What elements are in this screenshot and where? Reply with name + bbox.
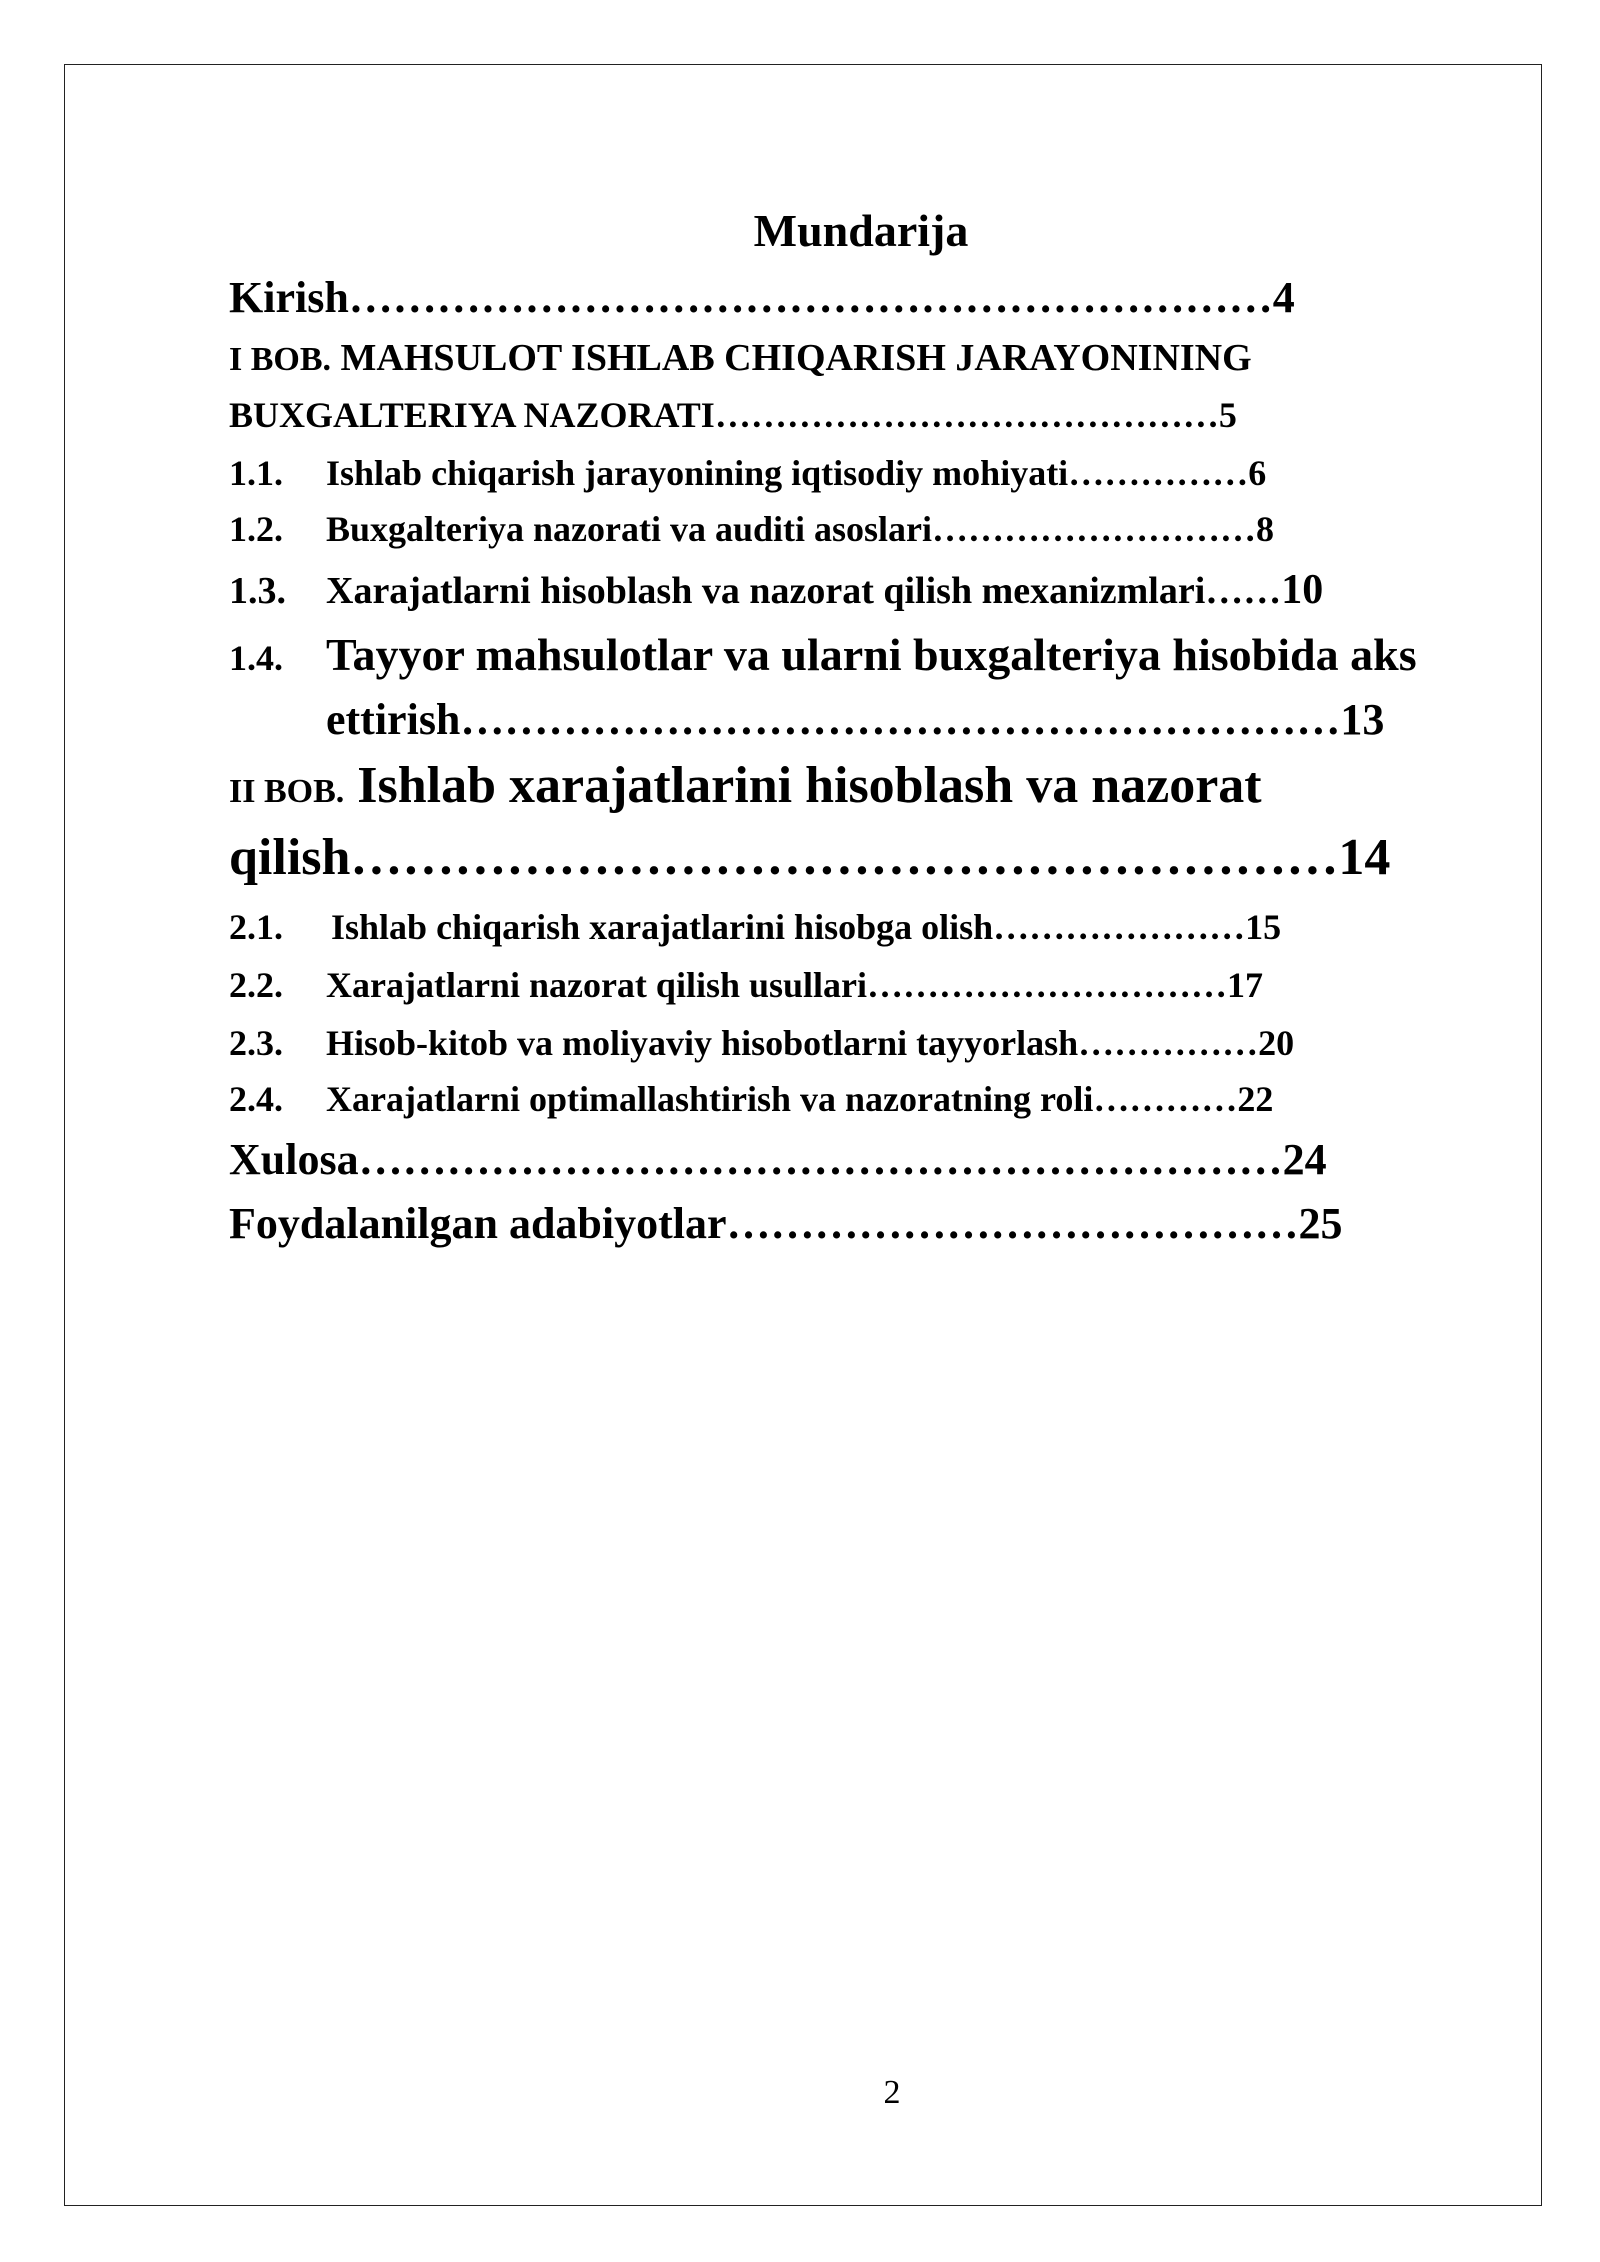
toc-leader-dots: …………… (1068, 453, 1249, 493)
toc-page-number: 4 (1272, 273, 1295, 322)
toc-page-number: 25 (1298, 1199, 1343, 1248)
toc-entry-1-4[interactable] (229, 628, 1417, 681)
chapter-title-line2: qilish (229, 829, 351, 886)
toc-entry-label: Kirish (229, 273, 349, 322)
toc-leader-dots: …………… (1078, 1023, 1259, 1063)
toc-leader-dots: ……………………………………………………… (358, 1135, 1283, 1184)
toc-entry-bob1-cont[interactable] (229, 394, 1237, 436)
toc-entry-adabiyotlar[interactable] (229, 1198, 1343, 1249)
section-number: 1.2. (229, 509, 283, 549)
toc-leader-dots: …………………………………………………… (460, 695, 1341, 744)
section-label: Ishlab chiqarish jarayonining iqtisodiy mohiyati (326, 453, 1069, 493)
chapter-title-line1: MAHSULOT ISHLAB CHIQARISH JARAYONINING (340, 337, 1252, 379)
toc-entry-2-3[interactable] (229, 1022, 1294, 1064)
toc-page-number: 8 (1256, 509, 1274, 549)
chapter-prefix: II BOB. (229, 773, 345, 810)
section-label: Ishlab chiqarish xarajatlarini hisobga olish (331, 907, 994, 947)
chapter-prefix: I BOB. (229, 341, 332, 378)
page-footer-number: 2 (883, 2074, 901, 2111)
toc-entry-bob2[interactable] (229, 756, 1262, 815)
toc-entry-kirish[interactable] (229, 272, 1295, 323)
toc-leader-dots: ………………………………………………… (350, 829, 1339, 886)
section-label: Hisob-kitob va moliyaviy hisobotlarni tayyorlash (326, 1023, 1079, 1063)
section-label: Xarajatlarni nazorat qilish usullari (326, 965, 868, 1005)
toc-entry-label: Foydalanilgan adabiyotlar (229, 1199, 727, 1248)
toc-entry-1-3[interactable] (229, 566, 1323, 614)
section-label: Xarajatlarni hisoblash va nazorat qilish mexanizmlari (326, 570, 1206, 612)
toc-page-number: 17 (1227, 965, 1264, 1005)
section-number: 2.2. (229, 965, 283, 1005)
toc-page-number: 14 (1338, 829, 1391, 886)
section-label: Buxgalteriya nazorati va auditi asoslari (326, 509, 932, 549)
toc-leader-dots: ……………………………………………………… (348, 273, 1273, 322)
toc-leader-dots: ………… (1093, 1079, 1238, 1119)
toc-page-number: 6 (1248, 453, 1267, 493)
chapter-title-line2: BUXGALTERIYA NAZORATI (229, 395, 715, 435)
section-label: Xarajatlarni optimallashtirish va nazoratning roli (326, 1079, 1094, 1119)
toc-leader-dots: …………………………………… (714, 395, 1219, 435)
toc-leader-dots: ………………………… (867, 965, 1228, 1005)
toc-entry-bob1[interactable] (229, 336, 1252, 380)
toc-entry-2-1[interactable] (229, 906, 1281, 948)
chapter-title-line1: Ishlab xarajatlarini hisoblash va nazorat (357, 757, 1262, 814)
toc-entry-1-4-cont[interactable] (326, 694, 1384, 745)
toc-title: Mundarija (753, 205, 969, 256)
section-number: 2.3. (229, 1023, 283, 1063)
toc-entry-1-2[interactable] (229, 508, 1274, 550)
toc-leader-dots: ………………… (993, 907, 1246, 947)
toc-entry-2-2[interactable] (229, 964, 1263, 1006)
section-number: 2.4. (229, 1079, 283, 1119)
toc-entry-label: Xulosa (229, 1135, 359, 1184)
toc-entry-1-1[interactable] (229, 452, 1266, 494)
toc-leader-dots: ………………………………… (726, 1199, 1299, 1248)
toc-entry-2-4[interactable] (229, 1078, 1273, 1120)
toc-page-number: 5 (1218, 395, 1237, 435)
section-number: 1.1. (229, 453, 283, 493)
toc-page-number: 20 (1258, 1023, 1295, 1063)
toc-entry-bob2-cont[interactable] (229, 828, 1390, 887)
toc-page-number: 15 (1245, 907, 1282, 947)
section-label-cont: ettirish (326, 695, 461, 744)
toc-page-number: 22 (1237, 1079, 1274, 1119)
toc-page-number: 10 (1281, 567, 1324, 613)
section-label: Tayyor mahsulotlar va ularni buxgalteriya hisobida aks (326, 629, 1417, 680)
section-number: 1.3. (229, 570, 286, 612)
section-number: 2.1. (229, 907, 283, 947)
section-number: 1.4. (229, 638, 283, 678)
toc-page-number: 13 (1340, 695, 1385, 744)
toc-leader-dots: ……………………… (932, 509, 1256, 549)
toc-leader-dots: …… (1205, 570, 1282, 612)
toc-page-number: 24 (1282, 1135, 1327, 1184)
toc-entry-xulosa[interactable] (229, 1134, 1327, 1185)
